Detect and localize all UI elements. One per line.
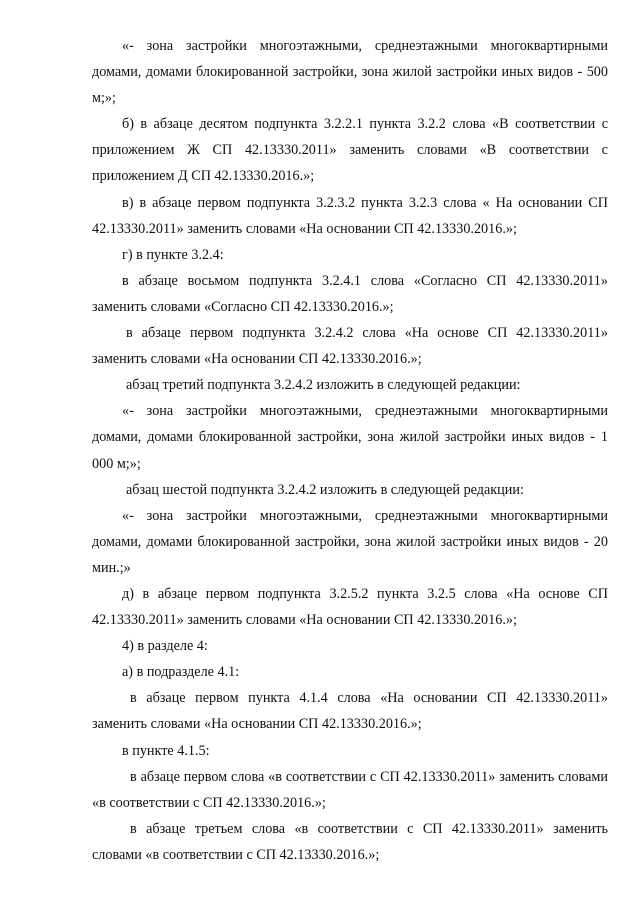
paragraph-zone-1000m: «- зона застройки многоэтажными, среднеэтажными многоквартирными домами, домами блокированной застройки, зона жилой застройки иных видов - 1 000 м;»; xyxy=(92,403,608,472)
paragraph-4-1-4: в абзаце первом пункта 4.1.4 слова «На основании СП 42.13330.2011» заменить словами «На основании СП 42.13330.2016.»; xyxy=(92,690,608,733)
paragraph-b: б) в абзаце десятом подпункта 3.2.2.1 пункта 3.2.2 слова «В соответствии с приложением Ж СП 42.13330.2011» заменить словами «В соответствии с приложением Д СП 42.13330.2016.»; xyxy=(92,116,608,185)
paragraph-3-2-4-1: в абзаце восьмом подпункта 3.2.4.1 слова «Согласно СП 42.13330.2011» заменить словами «Согласно СП 42.13330.2016.»; xyxy=(92,272,608,315)
paragraph-section-4: 4) в разделе 4: xyxy=(122,638,208,655)
paragraph-a-4-1: а) в подразделе 4.1: xyxy=(122,664,240,681)
document-page xyxy=(92,33,608,868)
paragraph-g: г) в пункте 3.2.4: xyxy=(122,246,224,263)
paragraph-4-1-5-first: в абзаце первом слова «в соответствии с СП 42.13330.2011» заменить словами «в соответствии с СП 42.13330.2016.»; xyxy=(92,768,608,811)
paragraph-4-1-5-third: в абзаце третьем слова «в соответствии с СП 42.13330.2011» заменить словами «в соответствии с СП 42.13330.2016.»; xyxy=(92,820,608,863)
paragraph-3-2-4-2-sixth-intro: абзац шестой подпункта 3.2.4.2 изложить в следующей редакции: xyxy=(126,481,524,498)
paragraph-v: в) в абзаце первом подпункта 3.2.3.2 пункта 3.2.3 слова « На основании СП 42.13330.2011» заменить словами «На основании СП 42.13330.2016.»; xyxy=(92,194,608,237)
paragraph-4-1-5: в пункте 4.1.5: xyxy=(122,742,210,759)
paragraph-3-2-4-2-first: в абзаце первом подпункта 3.2.4.2 слова «На основе СП 42.13330.2011» заменить словами «На основании СП 42.13330.2016.»; xyxy=(92,325,608,368)
paragraph-zone-20min: «- зона застройки многоэтажными, среднеэтажными многоквартирными домами, домами блокированной застройки, зона жилой застройки иных видов - 20 мин.;» xyxy=(92,507,608,576)
paragraph-zone-500m: «- зона застройки многоэтажными, среднеэтажными многоквартирными домами, домами блокированной застройки, зона жилой застройки иных видов - 500 м;»; xyxy=(92,38,608,107)
paragraph-d: д) в абзаце первом подпункта 3.2.5.2 пункта 3.2.5 слова «На основе СП 42.13330.2011» заменить словами «На основании СП 42.13330.2016.»; xyxy=(92,585,608,629)
paragraph-3-2-4-2-third-intro: абзац третий подпункта 3.2.4.2 изложить в следующей редакции: xyxy=(126,377,521,394)
